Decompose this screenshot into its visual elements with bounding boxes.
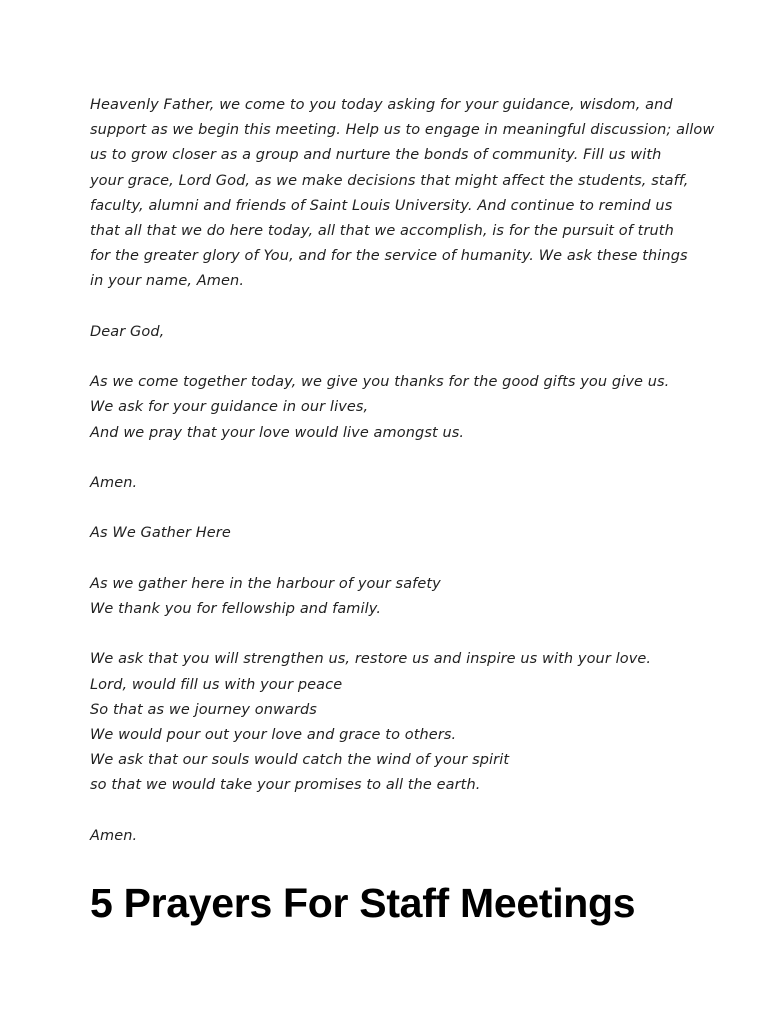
paragraph-heavenly-father: [90, 93, 715, 295]
text-line: in your name, Amen.: [90, 273, 245, 290]
text-line: As we gather here in the harbour of your safety: [90, 575, 441, 592]
salutation: Dear God,: [90, 323, 165, 340]
text-line: We ask that you will strengthen us, restore us and inspire us with your love.: [90, 651, 652, 668]
spacer: [90, 622, 690, 647]
text-line: We ask that our souls would catch the wind of your spirit: [90, 752, 510, 769]
page-heading: 5 Prayers For Staff Meetings: [90, 880, 636, 926]
spacer: [90, 295, 690, 320]
text-line: Heavenly Father, we come to you today asking for your guidance, wisdom, and: [90, 97, 673, 113]
amen-line: Amen.: [90, 475, 138, 491]
text-line: support as we begin this meeting. Help us to engage in meaningful discussion; allow: [90, 122, 715, 139]
spacer: [90, 345, 690, 370]
prayer-title: As We Gather Here: [90, 525, 231, 542]
text-line: We thank you for fellowship and family.: [90, 600, 382, 617]
prayer-text: [90, 93, 715, 849]
text-line: And we pray that your love would live amongst us.: [90, 424, 465, 441]
text-line: your grace, Lord God, as we make decisions that might affect the students, staff,: [90, 172, 689, 189]
text-line: so that we would take your promises to all the earth.: [90, 777, 481, 794]
text-line: So that as we journey onwards: [90, 701, 317, 718]
text-line: As we come together today, we give you thanks for the good gifts you give us.: [90, 374, 670, 391]
text-line: that all that we do here today, all that we accomplish, is for the pursuit of truth: [90, 223, 674, 240]
text-line: Lord, would fill us with your peace: [90, 676, 343, 693]
text-line: We would pour out your love and grace to others.: [90, 726, 457, 743]
text-line: us to grow closer as a group and nurture the bonds of community. Fill us with: [90, 147, 662, 164]
spacer: [90, 547, 690, 572]
paragraph-harbour: [90, 572, 690, 622]
spacer: [90, 446, 690, 471]
paragraph-strengthen: [90, 647, 690, 798]
amen-line: Amen.: [90, 827, 138, 844]
text-line: faculty, alumni and friends of Saint Louis University. And continue to remind us: [90, 197, 673, 214]
spacer: [90, 799, 690, 824]
spacer: [90, 496, 690, 521]
text-line: for the greater glory of You, and for the service of humanity. We ask these things: [90, 248, 688, 265]
paragraph-thanks: [90, 370, 690, 446]
text-line: We ask for your guidance in our lives,: [90, 399, 369, 416]
